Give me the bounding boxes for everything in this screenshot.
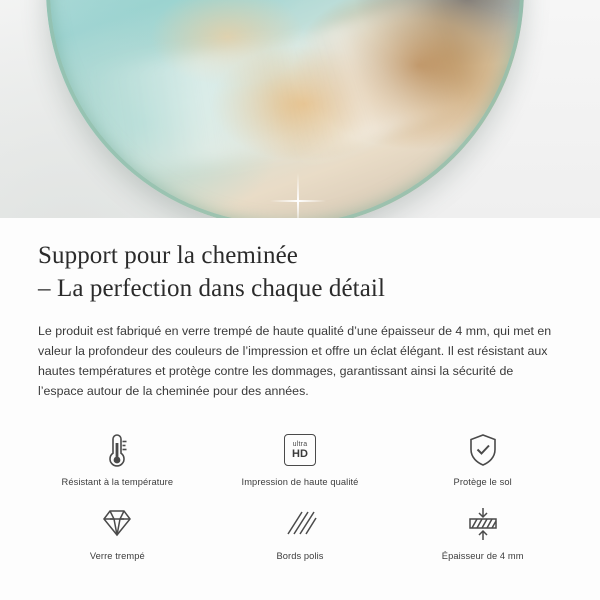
feature-label: Impression de haute qualité <box>241 477 359 488</box>
polished-edges-icon <box>282 503 318 545</box>
diamond-icon <box>97 503 137 545</box>
hero-image <box>0 0 600 218</box>
feature-item-tempered-glass <box>26 499 209 565</box>
feature-item-thickness <box>391 499 574 565</box>
page-title <box>38 240 562 305</box>
feature-grid <box>0 425 600 564</box>
feature-item-temperature <box>26 425 209 491</box>
description-paragraph: Le produit est fabriqué en verre trempé de haute qualité d’une épaisseur de 4 mm, qui met en valeur la profondeur des couleurs de l’impression et offre un éclat élégant. Il est résistant aux hautes températures et protège contre les dommages, garantissant ainsi la sécurité de l’espace autour de la cheminée pour des années. <box>38 324 552 399</box>
feature-item-polished-edges <box>209 499 392 565</box>
headline-line-1: Support pour la cheminée <box>38 242 298 269</box>
feature-item-print-quality <box>209 425 392 491</box>
shield-check-icon <box>466 429 500 471</box>
feature-label: Résistant à la température <box>61 477 174 488</box>
feature-label: Bords polis <box>276 550 324 561</box>
feature-label: Verre trempé <box>89 550 145 561</box>
thermometer-icon <box>100 429 134 471</box>
feature-label: Protège le sol <box>453 477 512 488</box>
ultra-hd-bottom-label: HD <box>292 447 308 460</box>
ultra-hd-icon <box>284 429 316 471</box>
text-content <box>0 218 600 401</box>
feature-label: Épaisseur de 4 mm <box>441 550 524 561</box>
glass-panel <box>46 0 524 218</box>
feature-item-floor-protection <box>391 425 574 491</box>
ultra-hd-top-label: ultra <box>292 440 308 448</box>
thickness-4mm-icon <box>463 503 503 545</box>
headline-line-2: – La perfection dans chaque détail <box>38 274 385 302</box>
